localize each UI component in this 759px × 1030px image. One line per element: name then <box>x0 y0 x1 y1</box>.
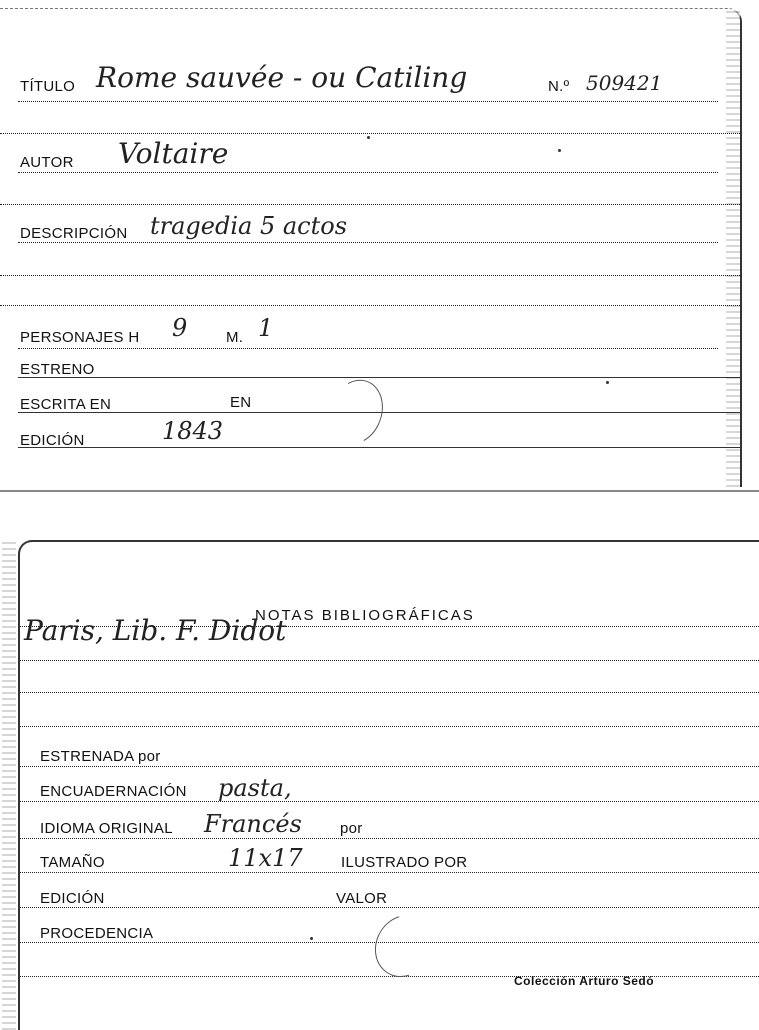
descripcion-line <box>18 242 718 243</box>
titulo-line <box>18 101 718 102</box>
idioma-value: Francés <box>204 810 302 838</box>
numero-value: 509421 <box>586 71 663 95</box>
ink-speck <box>558 149 561 152</box>
ilustrado-label: ILUSTRADO POR <box>341 854 468 871</box>
estreno-label: ESTRENO <box>20 361 95 378</box>
card-divider <box>0 490 759 492</box>
personajes-m-label: M. <box>226 329 244 346</box>
escrita-en-label: EN <box>230 394 252 411</box>
ruled-line <box>0 305 740 306</box>
ruled-line <box>20 766 759 767</box>
scan-edge-noise <box>726 9 740 487</box>
descripcion-label: DESCRIPCIÓN <box>20 225 128 242</box>
coleccion-imprint: Colección Arturo Sedó <box>514 974 655 988</box>
ink-speck <box>367 136 370 139</box>
ink-speck <box>606 381 609 384</box>
personajes-m-value: 1 <box>258 314 274 342</box>
ruled-line <box>0 204 740 205</box>
idioma-por-label: por <box>340 820 363 837</box>
idioma-label: IDIOMA ORIGINAL <box>40 820 173 837</box>
ruled-line <box>20 726 759 727</box>
edicion-back-label: EDICIÓN <box>40 890 105 907</box>
encuadernacion-value: pasta, <box>218 774 292 802</box>
ruled-line <box>20 626 759 627</box>
edicion-value: 1843 <box>162 417 224 445</box>
ruled-line <box>20 660 759 661</box>
ruled-line <box>0 133 740 134</box>
punch-hole-mark <box>320 372 391 452</box>
ruled-line <box>20 801 759 802</box>
tamano-value: 11x17 <box>228 844 303 872</box>
catalog-card-front <box>0 8 742 487</box>
tamano-label: TAMAÑO <box>40 854 105 871</box>
escrita-label: ESCRITA EN <box>20 396 112 413</box>
estrenada-label: ESTRENADA por <box>40 748 161 765</box>
personajes-line <box>18 348 718 349</box>
titulo-value: Rome sauvée - ou Catiling <box>96 61 468 94</box>
ruled-line <box>20 838 759 839</box>
numero-label: N.º <box>548 78 570 95</box>
ruled-line <box>20 907 759 908</box>
personajes-label: PERSONAJES H <box>20 329 140 346</box>
autor-value: Voltaire <box>118 137 229 170</box>
autor-line <box>18 172 718 173</box>
ruled-line <box>0 275 740 276</box>
descripcion-value: tragedia 5 actos <box>150 212 348 240</box>
catalog-card-back <box>18 540 759 1030</box>
ruled-line <box>20 692 759 693</box>
edicion-line <box>18 447 740 448</box>
ruled-line <box>20 872 759 873</box>
personajes-h-value: 9 <box>172 314 188 342</box>
edicion-label: EDICIÓN <box>20 432 85 449</box>
valor-label: VALOR <box>336 890 388 907</box>
procedencia-label: PROCEDENCIA <box>40 925 154 942</box>
autor-label: AUTOR <box>20 154 74 171</box>
scan-edge-noise <box>2 542 16 1030</box>
notas-value: Paris, Lib. F. Didot <box>24 614 287 647</box>
estreno-line <box>18 377 740 378</box>
titulo-label: TÍTULO <box>20 78 76 95</box>
ink-speck <box>310 937 313 940</box>
encuadernacion-label: ENCUADERNACIÓN <box>40 783 187 800</box>
notas-heading: NOTAS BIBLIOGRÁFICAS <box>255 607 475 624</box>
